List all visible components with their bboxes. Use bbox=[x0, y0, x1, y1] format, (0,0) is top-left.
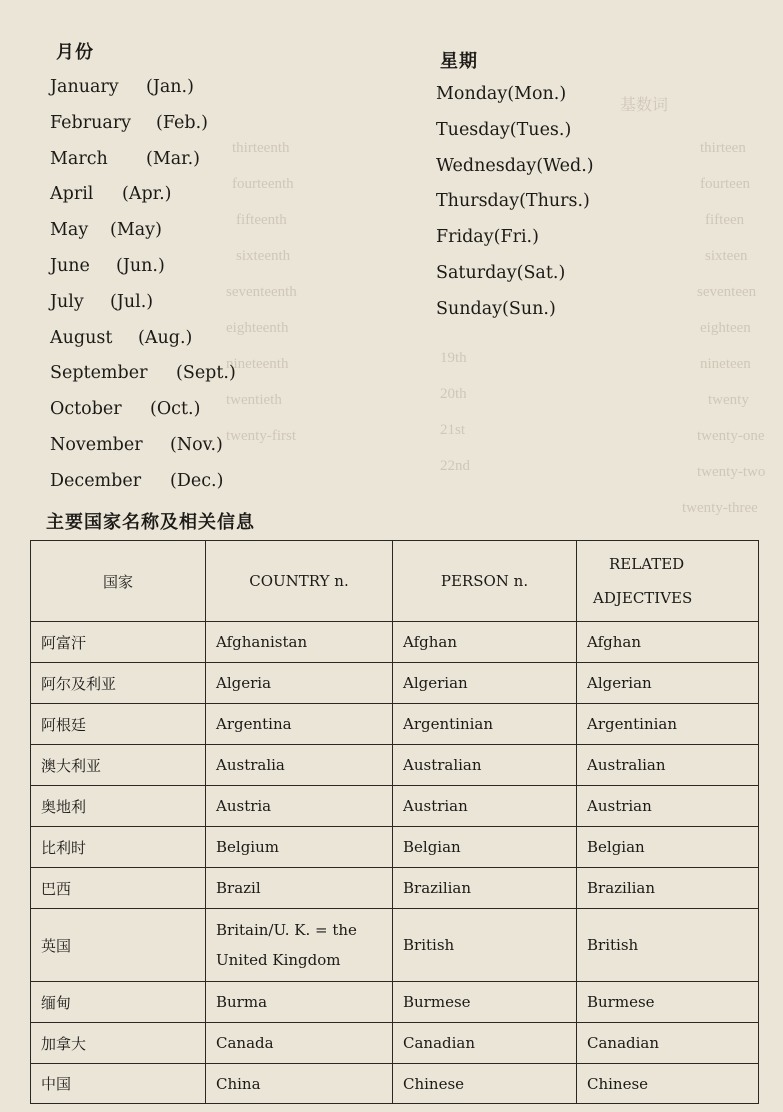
cell-person: Belgian bbox=[393, 827, 577, 868]
month-abbreviation: (Jun.) bbox=[116, 255, 165, 276]
cell-country: Canada bbox=[206, 1023, 393, 1064]
cell-person: Canadian bbox=[393, 1023, 577, 1064]
cell-person: Burmese bbox=[393, 982, 577, 1023]
month-abbreviation: (Nov.) bbox=[170, 434, 223, 455]
cell-adjective: Burmese bbox=[577, 982, 759, 1023]
weekday-item: Tuesday(Tues.) bbox=[436, 119, 572, 140]
cell-country: China bbox=[206, 1064, 393, 1104]
weekday-item: Thursday(Thurs.) bbox=[436, 191, 590, 212]
month-item bbox=[50, 106, 236, 142]
month-abbreviation: (Jan.) bbox=[146, 77, 194, 97]
cell-person: Algerian bbox=[393, 663, 577, 704]
cell-chinese: 澳大利亚 bbox=[31, 745, 206, 786]
cell-adjective: Chinese bbox=[577, 1064, 759, 1104]
month-name: May bbox=[50, 220, 89, 241]
bleed-through-text: 20th bbox=[440, 386, 467, 402]
table-row bbox=[31, 704, 759, 745]
month-item bbox=[50, 356, 236, 392]
cell-person: British bbox=[393, 909, 577, 982]
table-row bbox=[31, 909, 759, 982]
month-name: January bbox=[50, 77, 119, 97]
month-abbreviation: (Apr.) bbox=[122, 184, 172, 205]
month-name: December bbox=[50, 470, 142, 491]
table-row bbox=[31, 827, 759, 868]
cell-chinese: 阿尔及利亚 bbox=[31, 663, 206, 704]
cell-adjective: Canadian bbox=[577, 1023, 759, 1064]
month-item bbox=[50, 428, 236, 464]
bleed-through-text: 22nd bbox=[440, 458, 470, 474]
month-abbreviation: (May) bbox=[110, 220, 162, 241]
bleed-through-text: 19th bbox=[440, 350, 467, 366]
cell-adjective: Australian bbox=[577, 745, 759, 786]
cell-country-line1: Britain/U. K. = the bbox=[216, 921, 357, 939]
header-related-line2: ADJECTIVES bbox=[593, 589, 693, 607]
month-name: October bbox=[50, 399, 122, 420]
header-related-line1: RELATED bbox=[609, 555, 685, 573]
table-header-row bbox=[31, 541, 759, 622]
weekday-item: Monday(Mon.) bbox=[436, 84, 567, 104]
month-abbreviation: (Aug.) bbox=[138, 327, 193, 348]
month-item bbox=[50, 177, 236, 213]
cell-chinese: 英国 bbox=[31, 909, 206, 982]
bleed-through-text: 基数词 bbox=[620, 97, 669, 114]
cell-chinese: 缅甸 bbox=[31, 982, 206, 1023]
countries-heading: 主要国家名称及相关信息 bbox=[46, 512, 255, 533]
cell-chinese: 阿富汗 bbox=[31, 622, 206, 663]
cell-adjective: British bbox=[577, 909, 759, 982]
bleed-through-text: fifteenth bbox=[236, 212, 287, 228]
bleed-through-text: twenty bbox=[708, 392, 749, 408]
bleed-through-text: sixteenth bbox=[236, 248, 291, 264]
cell-adjective: Algerian bbox=[577, 663, 759, 704]
month-item bbox=[50, 464, 236, 500]
cell-adjective: Brazilian bbox=[577, 868, 759, 909]
cell-country: Belgium bbox=[206, 827, 393, 868]
cell-adjective: Austrian bbox=[577, 786, 759, 827]
bleed-through-text: fifteen bbox=[705, 212, 745, 228]
table-row bbox=[31, 745, 759, 786]
cell-country: Australia bbox=[206, 745, 393, 786]
bleed-through-text: twenty-first bbox=[226, 428, 296, 444]
bleed-through-text: nineteenth bbox=[226, 356, 289, 372]
bleed-through-text: fourteenth bbox=[232, 176, 294, 192]
cell-person: Chinese bbox=[393, 1064, 577, 1104]
cell-chinese: 阿根廷 bbox=[31, 704, 206, 745]
weekdays-list bbox=[436, 77, 594, 328]
month-name: November bbox=[50, 434, 143, 455]
bleed-through-text: seventeenth bbox=[226, 284, 297, 300]
table-row bbox=[31, 1064, 759, 1104]
header-person: PERSON n. bbox=[393, 541, 577, 622]
bleed-through-text: 21st bbox=[440, 422, 466, 438]
header-country: COUNTRY n. bbox=[206, 541, 393, 622]
bleed-through-text: nineteen bbox=[700, 356, 751, 372]
month-abbreviation: (Jul.) bbox=[110, 291, 154, 312]
cell-chinese: 中国 bbox=[31, 1064, 206, 1104]
bleed-through-text: eighteen bbox=[700, 320, 751, 336]
month-name: February bbox=[50, 112, 132, 133]
cell-country: Brazil bbox=[206, 868, 393, 909]
month-item bbox=[50, 285, 236, 321]
months-heading: 月份 bbox=[56, 42, 94, 63]
table-row bbox=[31, 622, 759, 663]
cell-country bbox=[206, 909, 393, 982]
table-row bbox=[31, 982, 759, 1023]
month-abbreviation: (Sept.) bbox=[176, 363, 236, 384]
table-row bbox=[31, 1023, 759, 1064]
month-item bbox=[50, 392, 236, 428]
bleed-through-text: twentieth bbox=[226, 392, 282, 408]
month-name: September bbox=[50, 363, 148, 384]
month-item bbox=[50, 142, 236, 178]
cell-chinese: 奥地利 bbox=[31, 786, 206, 827]
month-abbreviation: (Mar.) bbox=[146, 148, 201, 169]
header-related-adjectives bbox=[577, 541, 759, 622]
bleed-through-text: twenty-three bbox=[682, 500, 758, 516]
month-item bbox=[50, 249, 236, 285]
months-list bbox=[50, 70, 236, 500]
weekday-item: Saturday(Sat.) bbox=[436, 262, 566, 283]
cell-country: Argentina bbox=[206, 704, 393, 745]
cell-adjective: Argentinian bbox=[577, 704, 759, 745]
weekday-item: Friday(Fri.) bbox=[436, 227, 539, 248]
weekdays-heading: 星期 bbox=[440, 51, 478, 72]
header-chinese: 国家 bbox=[31, 541, 206, 622]
bleed-through-text: seventeen bbox=[697, 284, 757, 300]
bleed-through-text: eighteenth bbox=[226, 320, 289, 336]
cell-chinese: 加拿大 bbox=[31, 1023, 206, 1064]
month-name: August bbox=[50, 327, 113, 348]
cell-adjective: Afghan bbox=[577, 622, 759, 663]
month-abbreviation: (Dec.) bbox=[170, 470, 224, 491]
cell-country-line2: United Kingdom bbox=[216, 951, 341, 969]
bleed-through-text: sixteen bbox=[705, 248, 748, 264]
bleed-through-text: fourteen bbox=[700, 176, 750, 192]
cell-adjective: Belgian bbox=[577, 827, 759, 868]
cell-country: Afghanistan bbox=[206, 622, 393, 663]
month-name: March bbox=[50, 148, 108, 169]
month-abbreviation: (Feb.) bbox=[156, 112, 208, 133]
bleed-through-text: thirteenth bbox=[232, 140, 290, 156]
cell-person: Brazilian bbox=[393, 868, 577, 909]
cell-person: Argentinian bbox=[393, 704, 577, 745]
month-item bbox=[50, 321, 236, 357]
month-item bbox=[50, 70, 236, 106]
cell-country: Burma bbox=[206, 982, 393, 1023]
cell-country: Austria bbox=[206, 786, 393, 827]
bleed-through-text: twenty-two bbox=[697, 464, 766, 480]
table-row bbox=[31, 663, 759, 704]
month-name: July bbox=[50, 291, 84, 312]
cell-country: Algeria bbox=[206, 663, 393, 704]
cell-chinese: 比利时 bbox=[31, 827, 206, 868]
weekday-item: Wednesday(Wed.) bbox=[436, 155, 594, 176]
table-row bbox=[31, 786, 759, 827]
month-name: April bbox=[50, 184, 94, 205]
cell-chinese: 巴西 bbox=[31, 868, 206, 909]
cell-person: Australian bbox=[393, 745, 577, 786]
month-item bbox=[50, 213, 236, 249]
bleed-through-text: twenty-one bbox=[697, 428, 765, 444]
cell-person: Afghan bbox=[393, 622, 577, 663]
bleed-through-text: thirteen bbox=[700, 140, 746, 156]
cell-person: Austrian bbox=[393, 786, 577, 827]
table-row bbox=[31, 868, 759, 909]
weekday-item: Sunday(Sun.) bbox=[436, 298, 556, 319]
month-name: June bbox=[50, 255, 90, 276]
month-abbreviation: (Oct.) bbox=[150, 399, 201, 420]
countries-table bbox=[30, 540, 759, 1104]
